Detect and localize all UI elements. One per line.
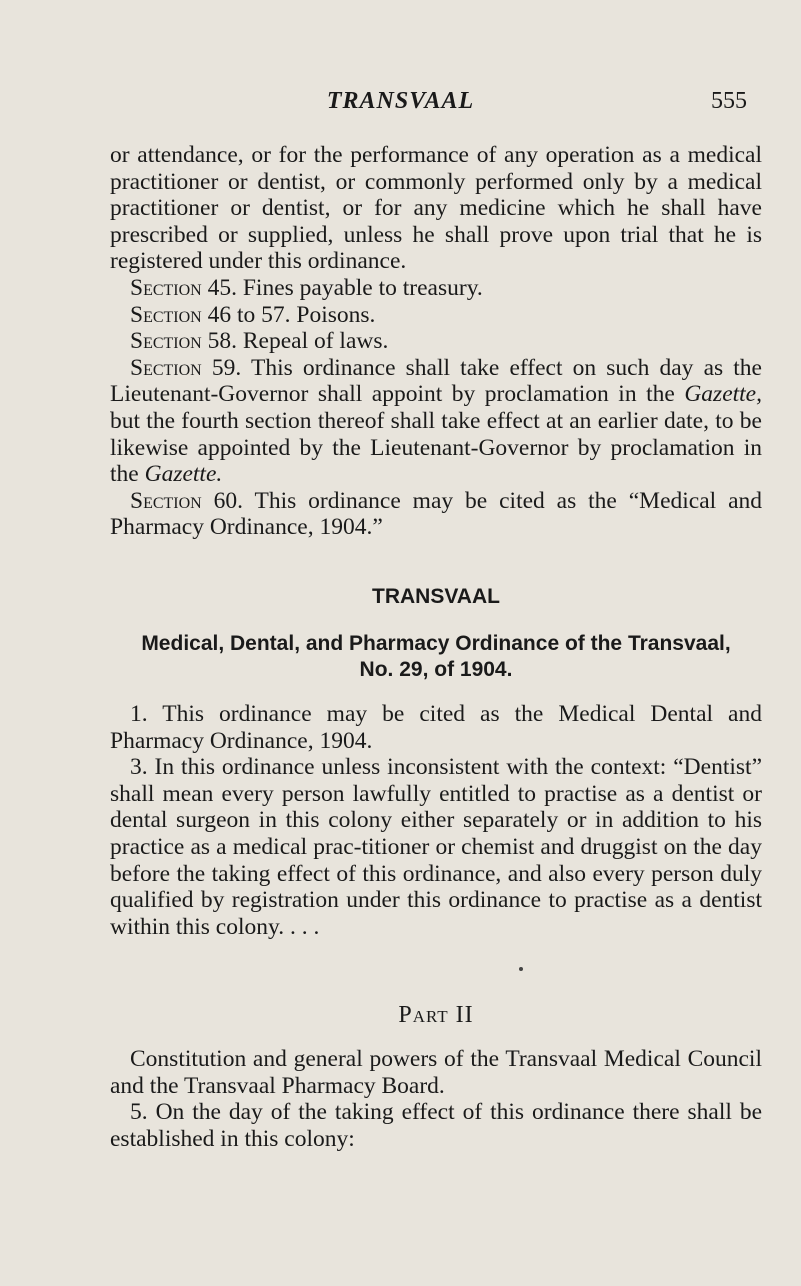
page-header <box>0 88 801 118</box>
section-label: Section 60. <box>130 487 243 514</box>
section-text: Fines payable to treasury. <box>236 274 483 301</box>
constitution-paragraph: Constitution and general powers of the Transvaal Medical Council and the Transvaal Pharmacy Board. <box>110 1046 762 1099</box>
ordinance-item-5: 5. On the day of the taking effect of this ordinance there shall be established in this colony: <box>110 1099 762 1152</box>
section-45 <box>110 275 762 302</box>
section-text: Repeal of laws. <box>236 328 389 355</box>
ordinance-title-line2: No. 29, of 1904. <box>359 658 513 681</box>
ordinance-title <box>110 631 762 683</box>
section-text: to 57. Poisons. <box>231 301 376 328</box>
section-text: This ordinance shall take effect on such day as the Lieutenant-Governor shall appoint by proclamation in the <box>110 354 762 408</box>
running-title: TRANSVAAL <box>326 88 475 114</box>
section-60 <box>110 488 762 541</box>
ordinance-item-3: 3. In this ordinance unless inconsistent with the context: “Dentist” shall mean every person lawfully entitled to practise as a dentist or dental surgeon in this colony either separately or in addition to his practice as a medical prac-titioner or chemist and druggist on the day before the taking effect of this ordinance, and also every person duly qualified by registration under this ordinance to practise as a dentist within this colony. . . . <box>110 754 762 940</box>
heading-transvaal: TRANSVAAL <box>372 585 500 608</box>
page-number: 555 <box>711 88 747 114</box>
section-label: Section 46 <box>130 301 232 328</box>
gazette-italic: Gazette. <box>144 461 223 488</box>
section-text: This ordinance may be cited as the “Medical and Pharmacy Ordinance, 1904.” <box>110 487 762 541</box>
continued-paragraph: or attendance, or for the performance of any operation as a medical practitioner or dentist, or commonly performed only by a medical practitioner or dentist, or for any medicine which he shall have prescribed or supplied, unless he shall prove upon trial that he is registered under this ordinance. <box>110 142 762 275</box>
section-46 <box>110 302 762 329</box>
print-speck <box>519 967 523 971</box>
part-two-block <box>110 1046 762 1152</box>
section-text: but the fourth section thereof shall take effect at an earlier date, to be likewise appointed by the Lieutenant-Governor by proclamation in the <box>110 407 762 488</box>
section-label: Section 59. <box>130 354 242 381</box>
ordinance-title-line1: Medical, Dental, and Pharmacy Ordinance of the Transvaal, <box>141 632 731 655</box>
section-59 <box>110 355 762 488</box>
section-list-block <box>110 142 762 541</box>
section-label: Section 58. <box>130 328 237 355</box>
section-label: Section 45. <box>130 274 237 301</box>
section-58 <box>110 328 762 355</box>
gazette-italic: Gazette, <box>684 381 762 408</box>
part-heading: Part II <box>398 1002 474 1028</box>
ordinance-items-block <box>110 701 762 940</box>
ordinance-item-1: 1. This ordinance may be cited as the Medical Dental and Pharmacy Ordinance, 1904. <box>110 701 762 754</box>
